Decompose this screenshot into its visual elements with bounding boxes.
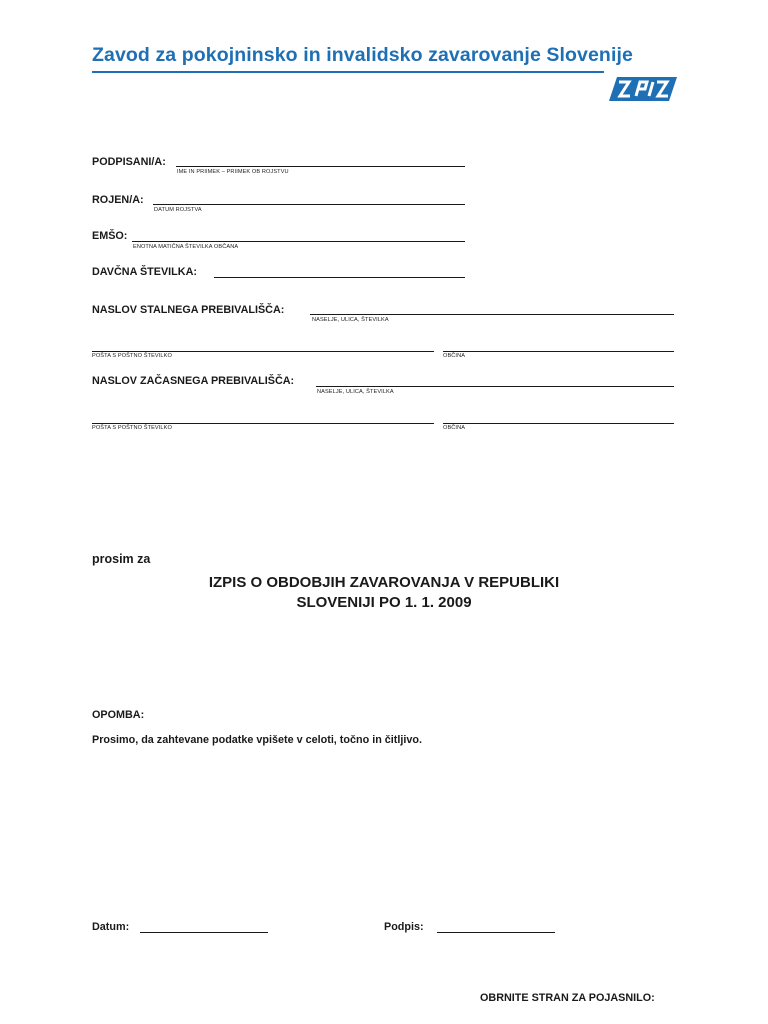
stalni-naslov-hint: NASELJE, ULICA, ŠTEVILKA — [312, 317, 389, 323]
zacasni-obcina-hint: OBČINA — [443, 425, 466, 431]
request-intro: prosim za — [92, 552, 151, 566]
datum-label: Datum: — [92, 921, 130, 933]
request-title-line1: IZPIS O OBDOBJIH ZAVAROVANJA V REPUBLIKI — [208, 574, 560, 591]
datum-field[interactable] — [140, 932, 268, 933]
stalni-posta-field[interactable] — [92, 351, 434, 352]
emso-label: EMŠO: — [92, 230, 128, 242]
stalni-obcina-hint: OBČINA — [443, 353, 466, 359]
zacasni-posta-field[interactable] — [92, 423, 434, 424]
rojen-hint: DATUM ROJSTVA — [154, 207, 202, 213]
zacasni-obcina-field[interactable] — [443, 423, 674, 424]
zacasni-naslov-label: NASLOV ZAČASNEGA PREBIVALIŠČA: — [92, 375, 295, 387]
stalni-obcina-field[interactable] — [443, 351, 674, 352]
zacasni-naslov-hint: NASELJE, ULICA, ŠTEVILKA — [317, 389, 394, 395]
stalni-naslov-label: NASLOV STALNEGA PREBIVALIŠČA: — [92, 304, 285, 316]
podpisani-hint: IME IN PRIIMEK – PRIIMEK OB ROJSTVU — [177, 169, 289, 175]
podpisani-field[interactable] — [176, 166, 465, 167]
rojen-field[interactable] — [153, 204, 465, 205]
rojen-label: ROJEN/A: — [92, 194, 144, 206]
emso-hint: ENOTNA MATIČNA ŠTEVILKA OBČANA — [133, 244, 239, 250]
podpis-label: Podpis: — [384, 921, 424, 933]
zacasni-naslov-field[interactable] — [316, 386, 674, 387]
zacasni-posta-hint: POŠTA S POŠTNO ŠTEVILKO — [92, 425, 172, 431]
podpisani-label: PODPISANI/A: — [92, 156, 166, 168]
request-title-line2: SLOVENIJI PO 1. 1. 2009 — [296, 594, 472, 611]
header-rule — [92, 71, 604, 73]
emso-field[interactable] — [132, 241, 465, 242]
footer-note: OBRNITE STRAN ZA POJASNILO: — [480, 992, 655, 1004]
organization-title: Zavod za pokojninsko in invalidsko zavarovanje Slovenije — [92, 44, 633, 66]
podpis-field[interactable] — [437, 932, 555, 933]
stalni-naslov-field[interactable] — [310, 314, 674, 315]
davcna-label: DAVČNA ŠTEVILKA: — [92, 266, 197, 278]
note-text: Prosimo, da zahtevane podatke vpišete v celoti, točno in čitljivo. — [92, 734, 422, 746]
zpiz-logo — [609, 77, 677, 101]
stalni-posta-hint: POŠTA S POŠTNO ŠTEVILKO — [92, 353, 172, 359]
davcna-field[interactable] — [214, 277, 465, 278]
note-label: OPOMBA: — [92, 709, 145, 721]
